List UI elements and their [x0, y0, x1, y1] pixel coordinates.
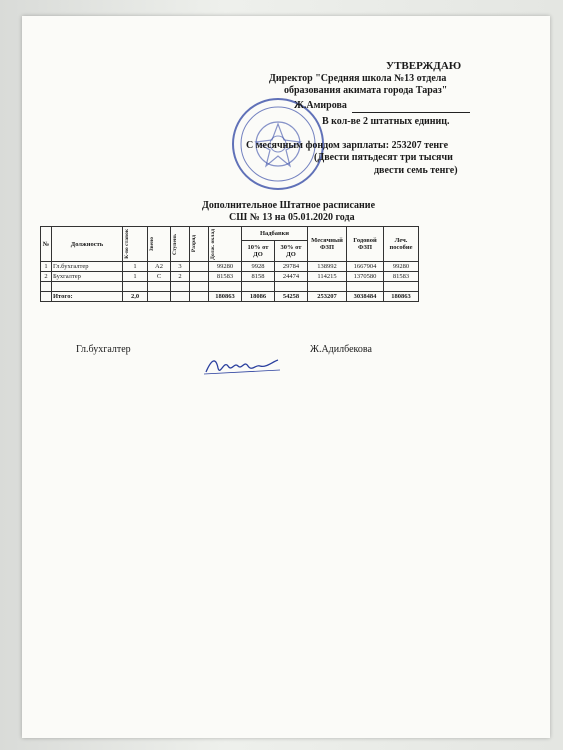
cell-medical: 99280 — [384, 262, 419, 272]
cell-yearly: 1370580 — [347, 272, 384, 282]
signature-role: Гл.бухгалтер — [76, 344, 131, 355]
cell-yearly: 1667904 — [347, 262, 384, 272]
cell-count: 1 — [123, 272, 148, 282]
total-count: 2,0 — [123, 292, 148, 302]
staff-table — [40, 226, 419, 302]
cell-razryad — [190, 272, 209, 282]
header-num: № — [41, 227, 52, 262]
table-total-row — [41, 292, 419, 302]
cell-stupen: 3 — [171, 262, 190, 272]
cell-position: Гл.бухгалтер — [52, 262, 123, 272]
header-razryad: Разряд — [190, 227, 209, 262]
header-count: К-во ставок — [123, 227, 148, 262]
cell-position: Бухгалтер — [52, 272, 123, 282]
table-header-row — [41, 227, 419, 241]
table-row — [41, 272, 419, 282]
total-yearly: 3038484 — [347, 292, 384, 302]
approval-line-6: (Двести пятьдесят три тысячи — [314, 152, 453, 163]
header-position: Должность — [52, 227, 123, 262]
cell-count: 1 — [123, 262, 148, 272]
approval-line-5: С месячным фондом зарплаты: 253207 тенге — [246, 140, 449, 151]
cell-pct30: 29784 — [275, 262, 308, 272]
cell-salary: 81583 — [209, 272, 242, 282]
cell-pct10: 8158 — [242, 272, 275, 282]
header-yearly: Годовой ФЗП — [347, 227, 384, 262]
total-medical: 180863 — [384, 292, 419, 302]
header-salary: Долж. оклад — [209, 227, 242, 262]
signature-name: Ж.Адилбекова — [310, 344, 372, 355]
handwritten-signature-icon — [202, 354, 282, 378]
header-zveno: Звено — [148, 227, 171, 262]
cell-monthly: 114215 — [308, 272, 347, 282]
signature-line — [352, 112, 470, 113]
cell-pct10: 9928 — [242, 262, 275, 272]
cell-salary: 99280 — [209, 262, 242, 272]
header-medical: Леч. пособие — [384, 227, 419, 262]
approval-director-name: Ж.Амирова — [294, 100, 347, 111]
document-subtitle: СШ № 13 на 05.01.2020 года — [229, 212, 355, 223]
header-pct10: 10% от ДО — [242, 241, 275, 262]
cell-stupen: 2 — [171, 272, 190, 282]
document-title: Дополнительное Штатное расписание — [202, 200, 376, 211]
approval-line-2: образования акимата города Тараз" — [284, 85, 448, 96]
cell-zveno: А2 — [148, 262, 171, 272]
header-monthly: Месячный ФЗП — [308, 227, 347, 262]
header-pct30: 30% от ДО — [275, 241, 308, 262]
total-pct30: 54258 — [275, 292, 308, 302]
approval-line-7: двести семь тенге) — [374, 165, 458, 176]
table-row — [41, 262, 419, 272]
table-empty-row — [41, 282, 419, 292]
cell-pct30: 24474 — [275, 272, 308, 282]
approval-line-4: В кол-ве 2 штатных единиц. — [322, 116, 450, 127]
cell-num: 2 — [41, 272, 52, 282]
total-monthly: 253207 — [308, 292, 347, 302]
header-nadbavki: Надбавки — [242, 227, 308, 241]
header-stupen: Ступень — [171, 227, 190, 262]
cell-medical: 81583 — [384, 272, 419, 282]
document-page — [22, 16, 550, 738]
approval-line-1: Директор "Средняя школа №13 отдела — [269, 73, 447, 84]
cell-razryad — [190, 262, 209, 272]
approval-heading: УТВЕРЖДАЮ — [386, 60, 462, 72]
total-label: Итого: — [52, 292, 123, 302]
cell-zveno: С — [148, 272, 171, 282]
cell-monthly: 138992 — [308, 262, 347, 272]
cell-num: 1 — [41, 262, 52, 272]
total-pct10: 18086 — [242, 292, 275, 302]
total-salary: 180863 — [209, 292, 242, 302]
